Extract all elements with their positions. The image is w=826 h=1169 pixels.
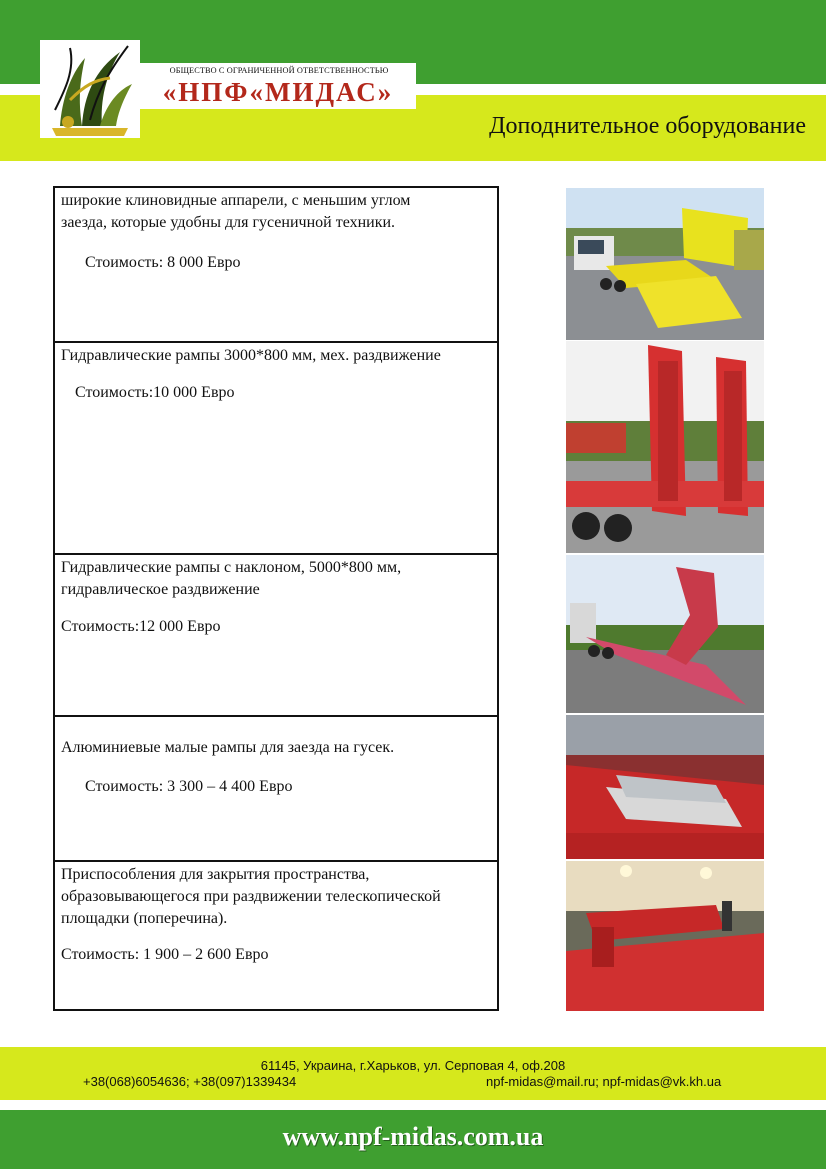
- item-description: Алюминиевые малые рампы для заезда на гусек.: [61, 739, 395, 756]
- photo-red-tilting-ramp: [566, 555, 764, 713]
- company-name-block: [140, 63, 416, 109]
- footer-address: 61145, Украина, г.Харьков, ул. Серповая 4, оф.208: [260, 1058, 566, 1073]
- table-row: [55, 862, 497, 1011]
- photo-yellow-trailer-ramps: [566, 188, 764, 340]
- item-description: Гидравлические рампы с наклоном, 5000*800 мм, гидравлическое раздвижение: [61, 559, 402, 598]
- item-price: Стоимость:12 000 Евро: [61, 618, 221, 635]
- item-price: Стоимость: 3 300 – 4 400 Евро: [85, 778, 293, 795]
- item-price: Стоимость:10 000 Евро: [75, 384, 235, 401]
- table-row: [55, 343, 497, 555]
- item-description: Гидравлические рампы 3000*800 мм, мех. раздвижение: [61, 347, 441, 364]
- item-description: Приспособления для закрытия пространства, образовывающегося при раздвижении телескопической площадки (поперечина).: [61, 866, 441, 927]
- photo-aluminium-ramps: [566, 715, 764, 859]
- table-row: [55, 555, 497, 717]
- footer-phones: +38(068)6054636; +38(097)1339434: [83, 1074, 297, 1089]
- company-logo-icon: [40, 40, 140, 138]
- company-type-text: ОБЩЕСТВО С ОГРАНИЧЕННОЙ ОТВЕТСТВЕННОСТЬЮ: [169, 66, 389, 75]
- table-row: [55, 717, 497, 862]
- company-name: «НПФ«МИДАС»: [162, 77, 394, 107]
- footer-website: www.npf-midas.com.ua: [282, 1122, 544, 1151]
- item-description: широкие клиновидные аппарели, с меньшим углом заезда, которые удобны для гусеничной техники.: [61, 192, 411, 231]
- table-row: [55, 188, 497, 343]
- photo-red-hydraulic-ramps: [566, 341, 764, 553]
- footer-emails: npf-midas@mail.ru; npf-midas@vk.kh.ua: [486, 1074, 722, 1089]
- equipment-table: [53, 186, 499, 1011]
- section-title: Доподнительное оборудование: [489, 113, 806, 139]
- company-logo: [40, 40, 140, 138]
- item-price: Стоимость: 1 900 – 2 600 Евро: [61, 946, 269, 963]
- photo-crossbeam: [566, 861, 764, 1011]
- item-price: Стоимость: 8 000 Евро: [85, 254, 241, 271]
